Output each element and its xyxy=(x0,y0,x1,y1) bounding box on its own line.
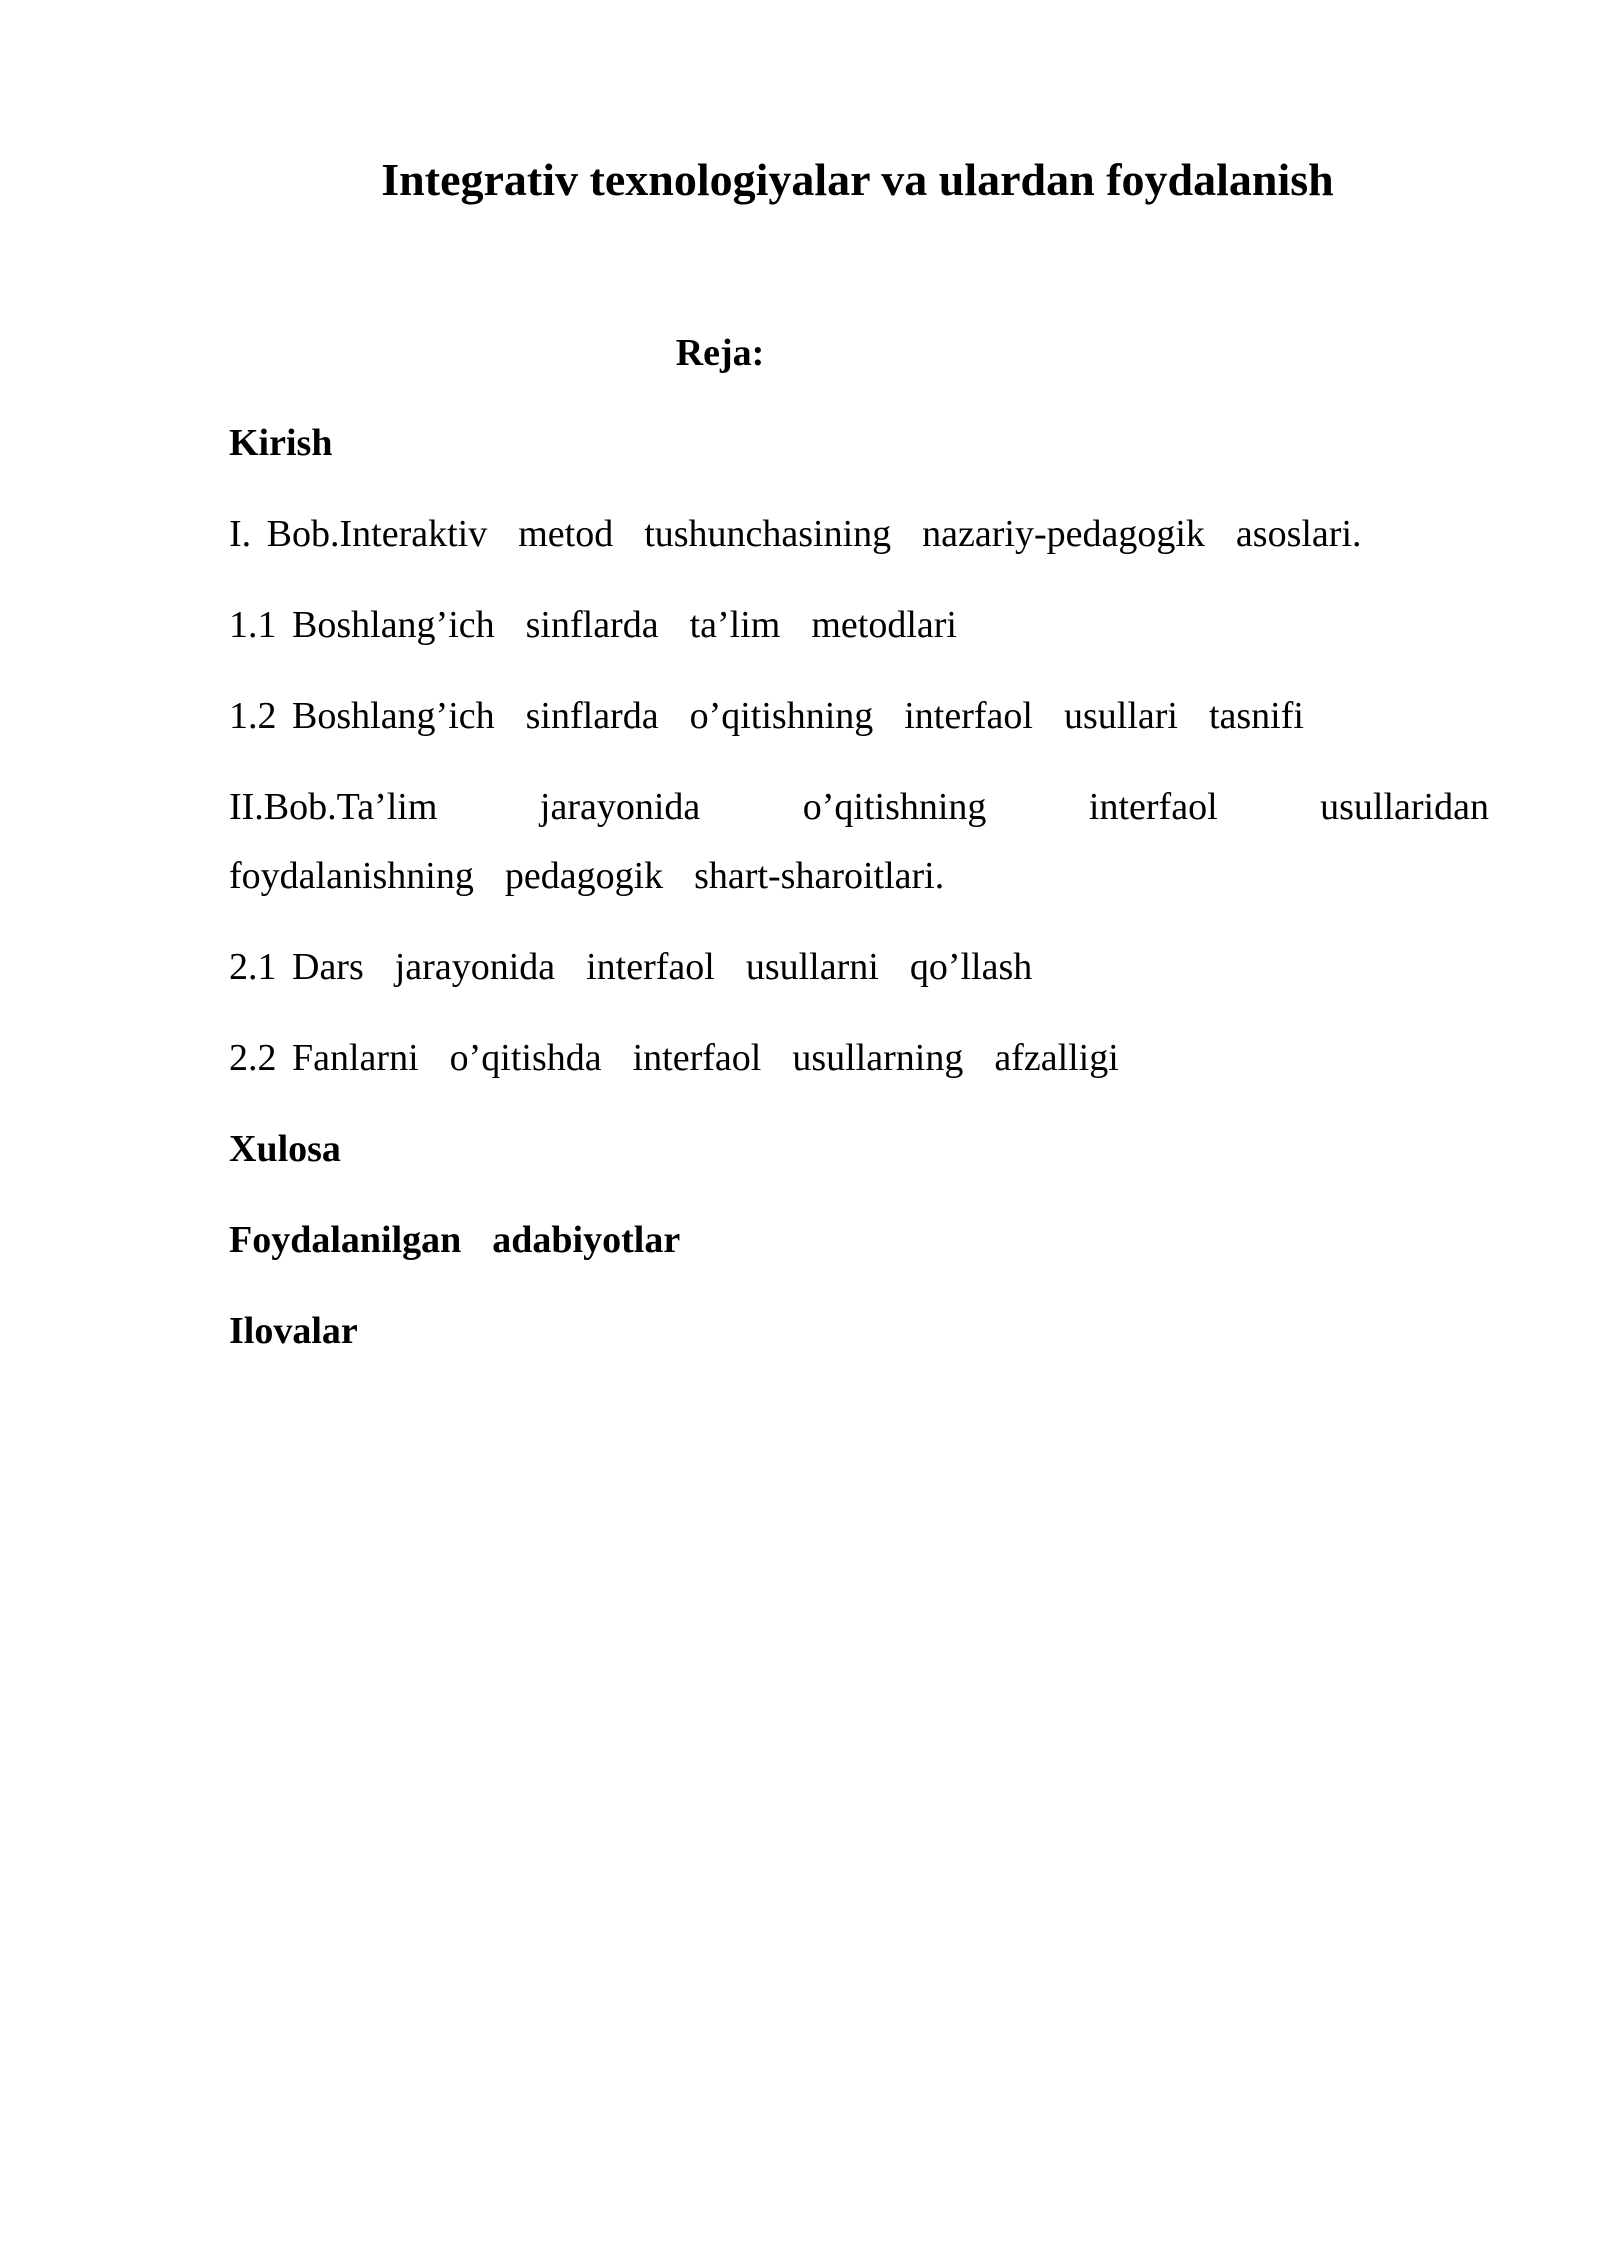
outline-item-chapter-2-line-1 xyxy=(229,782,1489,832)
outline-item-section-1-1: 1.1 Boshlang’ich sinflarda ta’lim metodlari xyxy=(229,604,957,646)
outline-item-references: Foydalanilgan adabiyotlar xyxy=(229,1219,681,1261)
outline-item-conclusion: Xulosa xyxy=(229,1128,341,1170)
outline-item-appendices: Ilovalar xyxy=(229,1310,358,1352)
outline-item-chapter-1: I. Bob.Interaktiv metod tushunchasining nazariy-pedagogik asoslari. xyxy=(229,513,1362,555)
outline-item-chapter-2-line-2: foydalanishning pedagogik shart-sharoitlari. xyxy=(229,855,945,897)
outline-item-section-1-2: 1.2 Boshlang’ich sinflarda o’qitishning interfaol usullari tasnifi xyxy=(229,695,1304,737)
outline-item-section-2-1: 2.1 Dars jarayonida interfaol usullarni qo’llash xyxy=(229,946,1033,988)
outline-item-section-2-2: 2.2 Fanlarni o’qitishda interfaol usullarning afzalligi xyxy=(229,1037,1119,1079)
chapter-2-word: jarayonida xyxy=(539,786,701,828)
outline-item-introduction: Kirish xyxy=(229,422,333,464)
chapter-2-word: usullaridan xyxy=(1320,786,1489,828)
chapter-2-word: o’qitishning xyxy=(802,786,987,828)
chapter-2-word: interfaol xyxy=(1088,786,1218,828)
plan-heading: Reja: xyxy=(675,332,765,374)
chapter-2-word: II.Bob.Ta’lim xyxy=(229,786,438,828)
document-title: Integrativ texnologiyalar va ulardan foydalanish xyxy=(381,154,1334,205)
